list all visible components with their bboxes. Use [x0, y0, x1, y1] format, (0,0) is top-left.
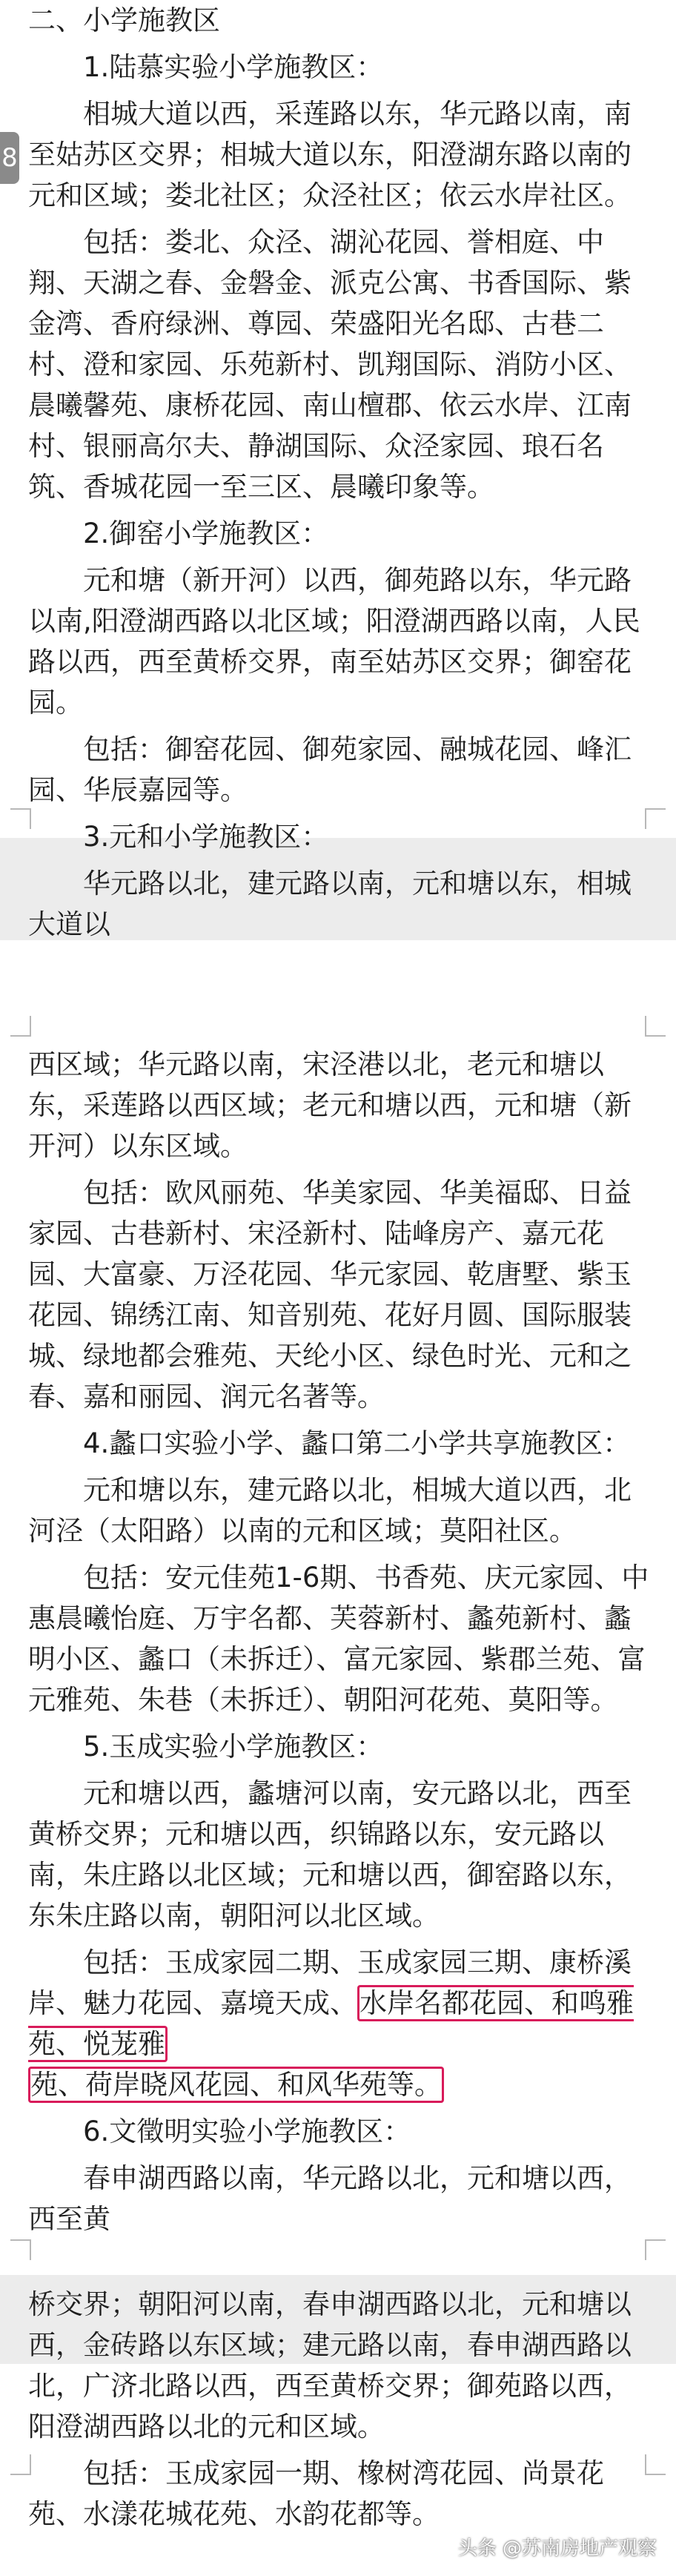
- school-title: 3.元和小学施教区：: [83, 821, 329, 853]
- school-area-continued: 西区域；华元路以南，宋泾港以北，老元和塘以东，采莲路以西区域；老元和塘以西，元和塘（新开河）以东区域。: [28, 1048, 632, 1162]
- school-area: 元和塘（新开河）以西，御苑路以东，华元路以南,阳澄湖西路以北区域；阳澄湖西路以南，人民路以西，西至黄桥交界，南至姑苏区交界；御窑花园。: [28, 564, 640, 719]
- page-3-text: [28, 2284, 654, 2540]
- page-2-text: [28, 1044, 654, 2245]
- school-area: 春申湖西路以南，华元路以北，元和塘以西，西至黄: [28, 2162, 632, 2235]
- crop-mark: [10, 1016, 31, 1037]
- includes-text: 包括：玉成家园二期、玉成家园三期、康桥溪岸、魅力花园、嘉境天成、: [28, 1946, 632, 2019]
- highlight-box: 水岸名都花园、和鸣雅苑、悦茏雅: [28, 1985, 634, 2062]
- crop-mark: [645, 1016, 666, 1037]
- school-area: 元和塘以东，建元路以北，相城大道以西，北河泾（太阳路）以南的元和区域；莫阳社区。: [28, 1474, 632, 1547]
- school-includes: 包括：玉成家园一期、橡树湾花园、尚景花苑、水漾花城花苑、水韵花都等。: [28, 2457, 604, 2530]
- school-area-continued: 桥交界；朝阳河以南，春申湖西路以北，元和塘以西，金砖路以东区域；建元路以南，春申湖西路以北，广济北路以西，西至黄桥交界；御苑路以西，阳澄湖西路以北的元和区域。: [28, 2288, 632, 2443]
- school-title: 1.陆慕实验小学施教区：: [83, 51, 384, 83]
- school-includes: [28, 1942, 654, 2105]
- watermark: 头条 @苏南房地产观察: [457, 2537, 657, 2560]
- side-page-tab[interactable]: 8: [0, 132, 19, 184]
- highlight-box: 苑、荷岸晓风花园、和风华苑等。: [28, 2067, 444, 2103]
- school-title: 2.御窑小学施教区：: [83, 518, 329, 549]
- school-title: 6.文徵明实验小学施教区：: [83, 2116, 411, 2147]
- school-includes: 包括：欧风丽苑、华美家园、华美福邸、日益家园、古巷新村、宋泾新村、陆峰房产、嘉元花园、大富豪、万泾花园、华元家园、乾唐墅、紫玉花园、锦绣江南、知音别苑、花好月圆、国际服装城、绿地都会雅苑、天纶小区、绿色时光、元和之春、嘉和丽园、润元名著等。: [28, 1177, 632, 1413]
- school-includes: 包括：安元佳苑1-6期、书香苑、庆元家园、中惠晨曦怡庭、万宇名都、芙蓉新村、蠡苑新村、蠡明小区、蠡口（未拆迁）、富元家园、紫郡兰苑、富元雅苑、朱巷（未拆迁）、朝阳河花苑、莫阳等。: [28, 1562, 649, 1716]
- school-includes: 包括：御窑花园、御苑家园、融城花园、峰汇园、华辰嘉园等。: [28, 733, 632, 806]
- school-area: 元和塘以西，蠡塘河以南，安元路以北，西至黄桥交界；元和塘以西，织锦路以东，安元路以南，朱庄路以北区域；元和塘以西，御窑路以东，东朱庄路以南，朝阳河以北区域。: [28, 1777, 632, 1932]
- school-area: 华元路以北，建元路以南，元和塘以东，相城大道以: [28, 868, 632, 940]
- page-1-text: [28, 0, 654, 951]
- school-title: 5.玉成实验小学施教区：: [83, 1731, 384, 1763]
- school-area: 相城大道以西，采莲路以东，华元路以南，南至姑苏区交界；相城大道以东，阳澄湖东路以南的元和区域；娄北社区；众泾社区；依云水岸社区。: [28, 98, 632, 211]
- school-includes: 包括：娄北、众泾、湖沁花园、誉相庭、中翔、天湖之春、金磐金、派克公寓、书香国际、紫金湾、香府绿洲、尊园、荣盛阳光名邸、古巷二村、澄和家园、乐苑新村、凯翔国际、消防小区、晨曦馨苑、康桥花园、南山檀郡、依云水岸、江南村、银丽高尔夫、静湖国际、众泾家园、琅石名筑、香城花园一至三区、晨曦印象等。: [28, 226, 632, 503]
- section-heading: 二、小学施教区: [28, 4, 220, 36]
- school-title: 4.蠡口实验小学、蠡口第二小学共享施教区：: [83, 1427, 631, 1459]
